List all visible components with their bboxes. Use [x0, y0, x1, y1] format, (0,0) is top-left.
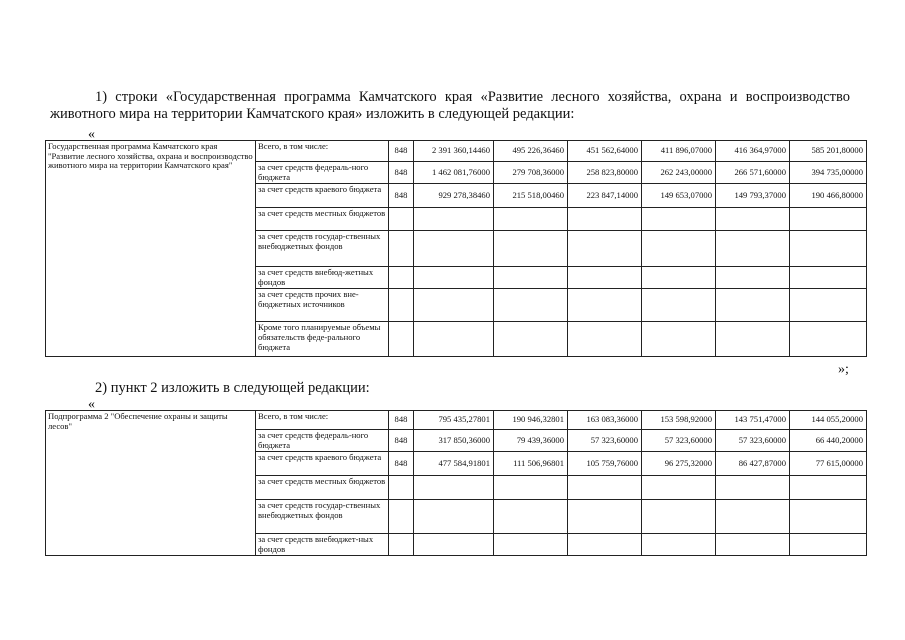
ministry-code-cell	[389, 476, 414, 500]
amount-cell	[414, 208, 494, 231]
amount-cell: 153 598,92000	[642, 411, 716, 430]
amount-cell: 105 759,76000	[568, 452, 642, 476]
amount-cell	[642, 231, 716, 267]
amount-cell: 57 323,60000	[568, 430, 642, 452]
amount-cell: 411 896,07000	[642, 141, 716, 162]
ministry-code-cell: 848	[389, 430, 414, 452]
amount-cell	[790, 534, 867, 556]
funding-source-label: за счет средств краевого бюджета	[256, 452, 389, 476]
paragraph-2: 2) пункт 2 изложить в следующей редакции:	[95, 380, 370, 396]
ministry-code-cell	[389, 267, 414, 289]
funding-source-label: за счет средств федераль-ного бюджета	[256, 162, 389, 184]
amount-cell	[642, 476, 716, 500]
amount-cell	[790, 289, 867, 322]
amount-cell: 585 201,80000	[790, 141, 867, 162]
funding-source-label: за счет средств внебюд-жетных фондов	[256, 267, 389, 289]
amount-cell	[790, 322, 867, 357]
funding-source-label: за счет средств местных бюджетов	[256, 208, 389, 231]
table-row	[46, 411, 867, 430]
ministry-code-cell: 848	[389, 184, 414, 208]
ministry-code-cell: 848	[389, 141, 414, 162]
funding-source-label: за счет средств федераль-ного бюджета	[256, 430, 389, 452]
amount-cell	[716, 267, 790, 289]
amount-cell	[414, 476, 494, 500]
ministry-code-cell	[389, 231, 414, 267]
amount-cell	[790, 476, 867, 500]
paragraph-1-line-1: 1) строки «Государственная программа Камчатского края «Развитие лесного хозяйства, охрана и воспроизводство	[95, 89, 850, 105]
amount-cell: 317 850,36000	[414, 430, 494, 452]
amount-cell	[414, 231, 494, 267]
amount-cell: 223 847,14000	[568, 184, 642, 208]
funding-source-label: за счет средств внебюджет-ных фондов	[256, 534, 389, 556]
amount-cell	[568, 534, 642, 556]
funding-source-label: Всего, в том числе:	[256, 411, 389, 430]
amount-cell: 495 226,36460	[494, 141, 568, 162]
funding-source-label: Кроме того планируемые объемы обязательств феде-рального бюджета	[256, 322, 389, 357]
paragraph-1-line-2: животного мира на территории Камчатского края» изложить в следующей редакции:	[50, 106, 575, 122]
amount-cell: 66 440,20000	[790, 430, 867, 452]
amount-cell	[414, 534, 494, 556]
amount-cell	[642, 322, 716, 357]
amount-cell	[494, 322, 568, 357]
ministry-code-cell	[389, 534, 414, 556]
amount-cell: 79 439,36000	[494, 430, 568, 452]
amount-cell	[716, 476, 790, 500]
amount-cell	[716, 208, 790, 231]
amount-cell: 266 571,60000	[716, 162, 790, 184]
funding-source-label: за счет средств государ-ственных внебюджетных фондов	[256, 500, 389, 534]
ministry-code-cell	[389, 322, 414, 357]
amount-cell	[642, 267, 716, 289]
amount-cell: 111 506,96801	[494, 452, 568, 476]
amount-cell	[494, 476, 568, 500]
ministry-code-cell: 848	[389, 411, 414, 430]
quote-open-2: «	[88, 397, 95, 412]
paragraph-1	[50, 89, 850, 123]
amount-cell	[790, 208, 867, 231]
amount-cell	[494, 289, 568, 322]
quote-close-1: »;	[838, 362, 849, 377]
amount-cell	[790, 231, 867, 267]
amount-cell: 394 735,00000	[790, 162, 867, 184]
amount-cell: 795 435,27801	[414, 411, 494, 430]
amount-cell: 144 055,20000	[790, 411, 867, 430]
amount-cell	[494, 208, 568, 231]
amount-cell	[716, 322, 790, 357]
quote-open-1: «	[88, 127, 95, 142]
funding-source-label: Всего, в том числе:	[256, 141, 389, 162]
amount-cell	[568, 208, 642, 231]
amount-cell	[494, 500, 568, 534]
amount-cell: 190 946,32801	[494, 411, 568, 430]
amount-cell	[716, 231, 790, 267]
ministry-code-cell	[389, 208, 414, 231]
funding-source-label: за счет средств прочих вне-бюджетных источников	[256, 289, 389, 322]
amount-cell	[568, 289, 642, 322]
amount-cell	[568, 267, 642, 289]
amount-cell	[568, 476, 642, 500]
ministry-code-cell: 848	[389, 162, 414, 184]
amount-cell	[494, 534, 568, 556]
amount-cell: 149 793,37000	[716, 184, 790, 208]
ministry-code-cell: 848	[389, 452, 414, 476]
amount-cell: 929 278,38460	[414, 184, 494, 208]
amount-cell: 1 462 081,76000	[414, 162, 494, 184]
table-row	[46, 141, 867, 162]
amount-cell: 215 518,00460	[494, 184, 568, 208]
amount-cell: 77 615,00000	[790, 452, 867, 476]
amount-cell: 477 584,91801	[414, 452, 494, 476]
amount-cell: 262 243,00000	[642, 162, 716, 184]
amount-cell	[494, 267, 568, 289]
amount-cell	[642, 289, 716, 322]
amount-cell	[414, 500, 494, 534]
amount-cell: 86 427,87000	[716, 452, 790, 476]
amount-cell: 57 323,60000	[642, 430, 716, 452]
amount-cell	[568, 322, 642, 357]
table-program-1	[45, 140, 867, 357]
funding-source-label: за счет средств местных бюджетов	[256, 476, 389, 500]
funding-source-label: за счет средств краевого бюджета	[256, 184, 389, 208]
amount-cell	[716, 534, 790, 556]
amount-cell	[568, 231, 642, 267]
amount-cell	[414, 289, 494, 322]
amount-cell: 96 275,32000	[642, 452, 716, 476]
amount-cell: 258 823,80000	[568, 162, 642, 184]
amount-cell: 149 653,07000	[642, 184, 716, 208]
table-subprogram-2	[45, 410, 867, 556]
amount-cell: 57 323,60000	[716, 430, 790, 452]
ministry-code-cell	[389, 289, 414, 322]
amount-cell	[642, 208, 716, 231]
amount-cell	[790, 267, 867, 289]
amount-cell	[642, 534, 716, 556]
amount-cell: 2 391 360,14460	[414, 141, 494, 162]
amount-cell	[790, 500, 867, 534]
amount-cell	[642, 500, 716, 534]
ministry-code-cell	[389, 500, 414, 534]
amount-cell	[716, 500, 790, 534]
funding-source-label: за счет средств государ-ственных внебюджетных фондов	[256, 231, 389, 267]
amount-cell	[494, 231, 568, 267]
amount-cell: 451 562,64000	[568, 141, 642, 162]
amount-cell: 163 083,36000	[568, 411, 642, 430]
amount-cell: 190 466,80000	[790, 184, 867, 208]
amount-cell: 143 751,47000	[716, 411, 790, 430]
amount-cell	[414, 322, 494, 357]
amount-cell	[414, 267, 494, 289]
program-name-cell: Подпрограмма 2 "Обеспечение охраны и защиты лесов"	[46, 411, 256, 556]
amount-cell: 279 708,36000	[494, 162, 568, 184]
program-name-cell: Государственная программа Камчатского края "Развитие лесного хозяйства, охрана и воспроизводство животного мира на территории Камчатского края"	[46, 141, 256, 357]
amount-cell: 416 364,97000	[716, 141, 790, 162]
amount-cell	[716, 289, 790, 322]
amount-cell	[568, 500, 642, 534]
